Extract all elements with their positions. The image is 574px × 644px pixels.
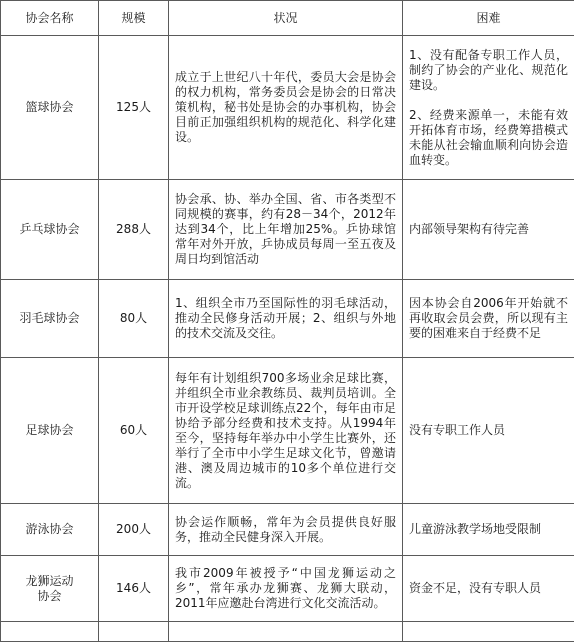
table-header-row xyxy=(1,1,574,36)
cell-status: 协会运作顺畅，常年为会员提供良好服务，推动全民健身深入开展。 xyxy=(169,504,403,556)
cell-size: 288人 xyxy=(99,180,169,280)
cell-status: 协会承、协、举办全国、省、市各类型不同规模的赛事，约有28－34个，2012年达到34个，比上年增加25%。乒协球馆常年对外开放，乒协成员每周一至五夜及周日均到馆活动 xyxy=(169,180,403,280)
cell-difficulty: 资金不足，没有专职人员 xyxy=(403,556,574,622)
cell-size: 60人 xyxy=(99,358,169,504)
cell-size: 80人 xyxy=(99,280,169,358)
cell-size: 146人 xyxy=(99,556,169,622)
cell-difficulty: 内部领导架构有待完善 xyxy=(403,180,574,280)
cell-name: 游泳协会 xyxy=(1,504,99,556)
cell-status: 成立于上世纪八十年代，委员大会是协会的权力机构，常务委员会是协会的日常决策机构，秘书处是协会的办事机构，协会目前正加强组织机构的规范化、科学化建设。 xyxy=(169,36,403,180)
table-row xyxy=(1,180,574,280)
cell-name: 篮球协会 xyxy=(1,36,99,180)
cell-difficulty: 因本协会自2006年开始就不再收取会员会费，所以现有主要的困难来自于经费不足 xyxy=(403,280,574,358)
cell-status: 1、组织全市乃至国际性的羽毛球活动，推动全民修身活动开展；2、组织与外地的技术交流及交往。 xyxy=(169,280,403,358)
cell-difficulty: 儿童游泳教学场地受限制 xyxy=(403,504,574,556)
cell-size: 125人 xyxy=(99,36,169,180)
table-row xyxy=(1,556,574,622)
cell-status: 我市2009年被授予“中国龙狮运动之乡”，常年承办龙狮赛、龙狮大联动，2011年应邀赴台湾进行文化交流活动。 xyxy=(169,556,403,622)
table-row xyxy=(1,358,574,504)
cell-difficulty: 没有专职工作人员 xyxy=(403,358,574,504)
table-row-partial xyxy=(1,622,574,642)
cell-size: 200人 xyxy=(99,504,169,556)
table-row xyxy=(1,280,574,358)
cell-name: 龙狮运动 协会 xyxy=(1,556,99,622)
cell-name: 足球协会 xyxy=(1,358,99,504)
header-name: 协会名称 xyxy=(1,1,99,36)
cell-difficulty: 1、没有配备专职工作人员，制约了协会的产业化、规范化建设。 2、经费来源单一，未能有效开拓体育市场，经费筹措模式未能从社会输血顺利向协会造血转变。 xyxy=(403,36,574,180)
header-status: 状况 xyxy=(169,1,403,36)
cell-status: 每年有计划组织700多场业余足球比赛，并组织全市业余教练员、裁判员培训。全市开设学校足球训练点22个，每年由市足协给予部分经费和技术支持。从1994年至今，坚持每年举办中小学生比赛外，还举行了全市中小学生足球文化节，曾邀请港、澳及周边城市的10多个单位进行交流。 xyxy=(169,358,403,504)
header-size: 规模 xyxy=(99,1,169,36)
table-row xyxy=(1,36,574,180)
table-row xyxy=(1,504,574,556)
cell-name: 乒乓球协会 xyxy=(1,180,99,280)
cell-empty xyxy=(99,622,169,642)
header-difficulty: 困难 xyxy=(403,1,574,36)
cell-empty xyxy=(1,622,99,642)
cell-name: 羽毛球协会 xyxy=(1,280,99,358)
cell-empty xyxy=(169,622,403,642)
cell-empty xyxy=(403,622,574,642)
